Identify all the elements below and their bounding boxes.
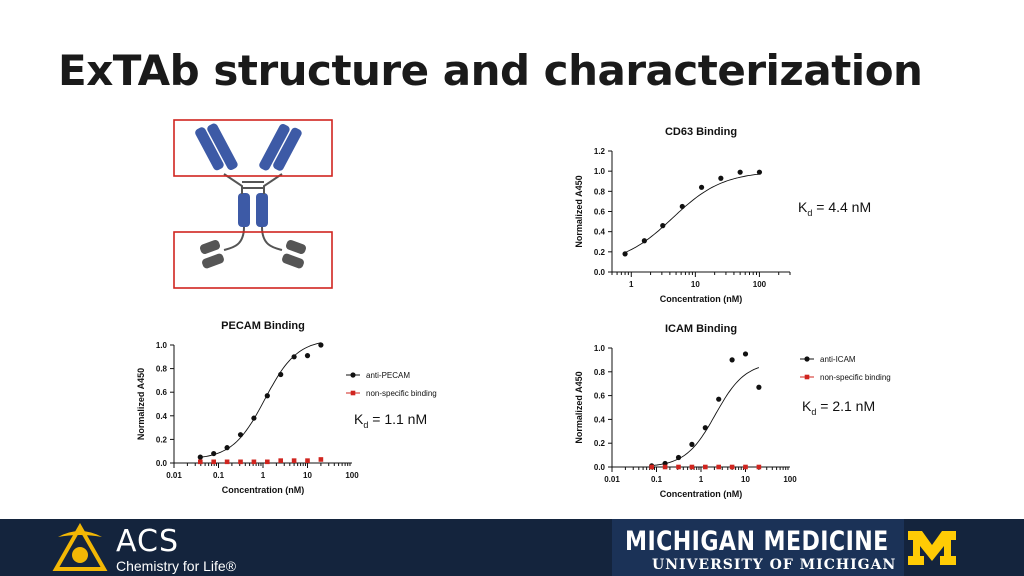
y-tick-label: 1.2 — [593, 147, 605, 156]
y-tick-label: 0.4 — [593, 415, 605, 425]
legend-label: anti-ICAM — [820, 355, 856, 364]
x-tick-label: 100 — [752, 280, 767, 289]
data-point — [757, 170, 762, 175]
x-axis-label: Concentration (nM) — [659, 294, 743, 304]
x-axis-label: Concentration (nM) — [221, 485, 305, 495]
data-point — [642, 238, 647, 243]
data-point-square — [265, 460, 270, 465]
y-tick-label: 0.2 — [593, 247, 605, 257]
data-point — [689, 442, 694, 447]
x-tick-label: 1 — [260, 471, 266, 480]
x-tick-label: 0.01 — [166, 471, 182, 480]
data-point-square — [238, 460, 243, 465]
legend-label: non-specific binding — [366, 389, 437, 398]
data-point-square — [716, 465, 721, 470]
x-tick-label: 1 — [629, 280, 634, 289]
x-tick-label: 0.01 — [604, 475, 620, 484]
data-point-square — [743, 465, 748, 470]
y-tick-label: 0.0 — [593, 463, 605, 472]
legend-label: anti-PECAM — [366, 371, 411, 380]
data-point-square — [305, 458, 310, 463]
data-point-square — [703, 465, 708, 470]
kd-pecam: $K_d = 1.1$ nM — [354, 411, 428, 430]
data-point-square — [252, 460, 257, 465]
y-tick-label: 0.8 — [593, 367, 605, 377]
legend-label: non-specific binding — [820, 373, 891, 382]
legend-marker — [805, 375, 810, 380]
y-tick-label: 1.0 — [155, 341, 167, 350]
data-point — [680, 204, 685, 209]
x-tick-label: 100 — [345, 471, 359, 480]
data-point-square — [278, 458, 283, 463]
data-point — [238, 432, 243, 437]
acs-name: ACS — [116, 524, 179, 559]
y-axis-label: Normalized A450 — [574, 175, 584, 248]
y-tick-label: 0.0 — [593, 268, 605, 277]
data-point — [756, 385, 761, 390]
data-point — [738, 170, 743, 175]
data-point-square — [757, 465, 762, 470]
antibody-diagram — [174, 120, 332, 288]
y-tick-label: 0.6 — [593, 207, 605, 217]
x-tick-label: 10 — [303, 471, 312, 480]
pecam-binding-chart — [136, 312, 476, 502]
data-point — [676, 455, 681, 460]
data-point-square — [319, 457, 324, 462]
data-point — [305, 353, 310, 358]
data-point — [699, 185, 704, 190]
scfv-highlight-box — [174, 232, 332, 288]
data-point-square — [663, 465, 668, 470]
y-axis-label: Normalized A450 — [574, 371, 584, 444]
data-point — [251, 416, 256, 421]
extab-schematic — [172, 118, 338, 292]
y-tick-label: 0.8 — [593, 187, 605, 197]
y-tick-label: 0.0 — [155, 459, 167, 468]
chart-title: ICAM Binding — [664, 323, 738, 335]
y-tick-label: 0.4 — [155, 411, 167, 421]
data-point — [292, 354, 297, 359]
data-point-square — [211, 460, 216, 465]
data-point — [660, 223, 665, 228]
x-tick-label: 10 — [741, 475, 750, 484]
acs-tagline: Chemistry for Life® — [116, 558, 237, 574]
data-point — [743, 351, 748, 356]
x-tick-label: 1 — [698, 475, 704, 484]
data-point — [703, 425, 708, 430]
fab-highlight-box — [174, 120, 332, 176]
data-point — [716, 397, 721, 402]
block-m-logo — [908, 531, 956, 565]
chart-title: CD63 Binding — [664, 126, 738, 138]
x-tick-label: 10 — [690, 280, 700, 289]
y-tick-label: 1.0 — [593, 167, 605, 177]
y-tick-label: 0.4 — [593, 227, 605, 237]
y-axis-label: Normalized A450 — [136, 367, 146, 441]
x-tick-label: 100 — [783, 475, 797, 484]
legend-marker — [804, 356, 809, 361]
data-point — [265, 393, 270, 398]
acs-logo-icon — [52, 523, 108, 575]
kd-icam: $K_d = 2.1$ nM — [802, 398, 876, 417]
data-point — [224, 445, 229, 450]
data-point-square — [225, 460, 230, 465]
x-tick-label: 0.1 — [650, 475, 663, 484]
legend-marker — [351, 391, 356, 396]
x-axis-label: Concentration (nM) — [659, 489, 743, 499]
slide-title: ExTAb structure and characterization — [58, 46, 923, 95]
x-tick-label: 0.1 — [212, 471, 225, 480]
y-tick-label: 0.6 — [155, 388, 167, 398]
data-point-square — [198, 460, 203, 465]
data-point — [718, 176, 723, 181]
data-point — [211, 451, 216, 456]
y-tick-label: 0.2 — [155, 435, 167, 445]
kd-cd63: $K_d = 4.4$ nM — [798, 199, 872, 218]
data-point — [198, 455, 203, 460]
data-point-square — [292, 458, 297, 463]
y-tick-label: 0.8 — [155, 364, 167, 374]
fit-curve — [200, 343, 321, 458]
data-point — [278, 372, 283, 377]
legend-marker — [350, 372, 355, 377]
data-point — [730, 357, 735, 362]
university-name: UNIVERSITY OF MICHIGAN — [652, 557, 897, 573]
data-point-square — [730, 465, 735, 470]
y-tick-label: 1.0 — [593, 344, 605, 353]
chart-title: PECAM Binding — [221, 320, 305, 332]
data-point — [622, 251, 627, 256]
michigan-medicine-name: MICHIGAN MEDICINE — [625, 526, 889, 557]
data-point — [318, 342, 323, 347]
cd63-binding-chart — [568, 118, 808, 310]
data-point-square — [649, 465, 654, 470]
y-tick-label: 0.6 — [593, 391, 605, 401]
y-tick-label: 0.2 — [593, 439, 605, 449]
fit-curve — [652, 368, 759, 466]
data-point-square — [690, 465, 695, 470]
data-point-square — [676, 465, 681, 470]
